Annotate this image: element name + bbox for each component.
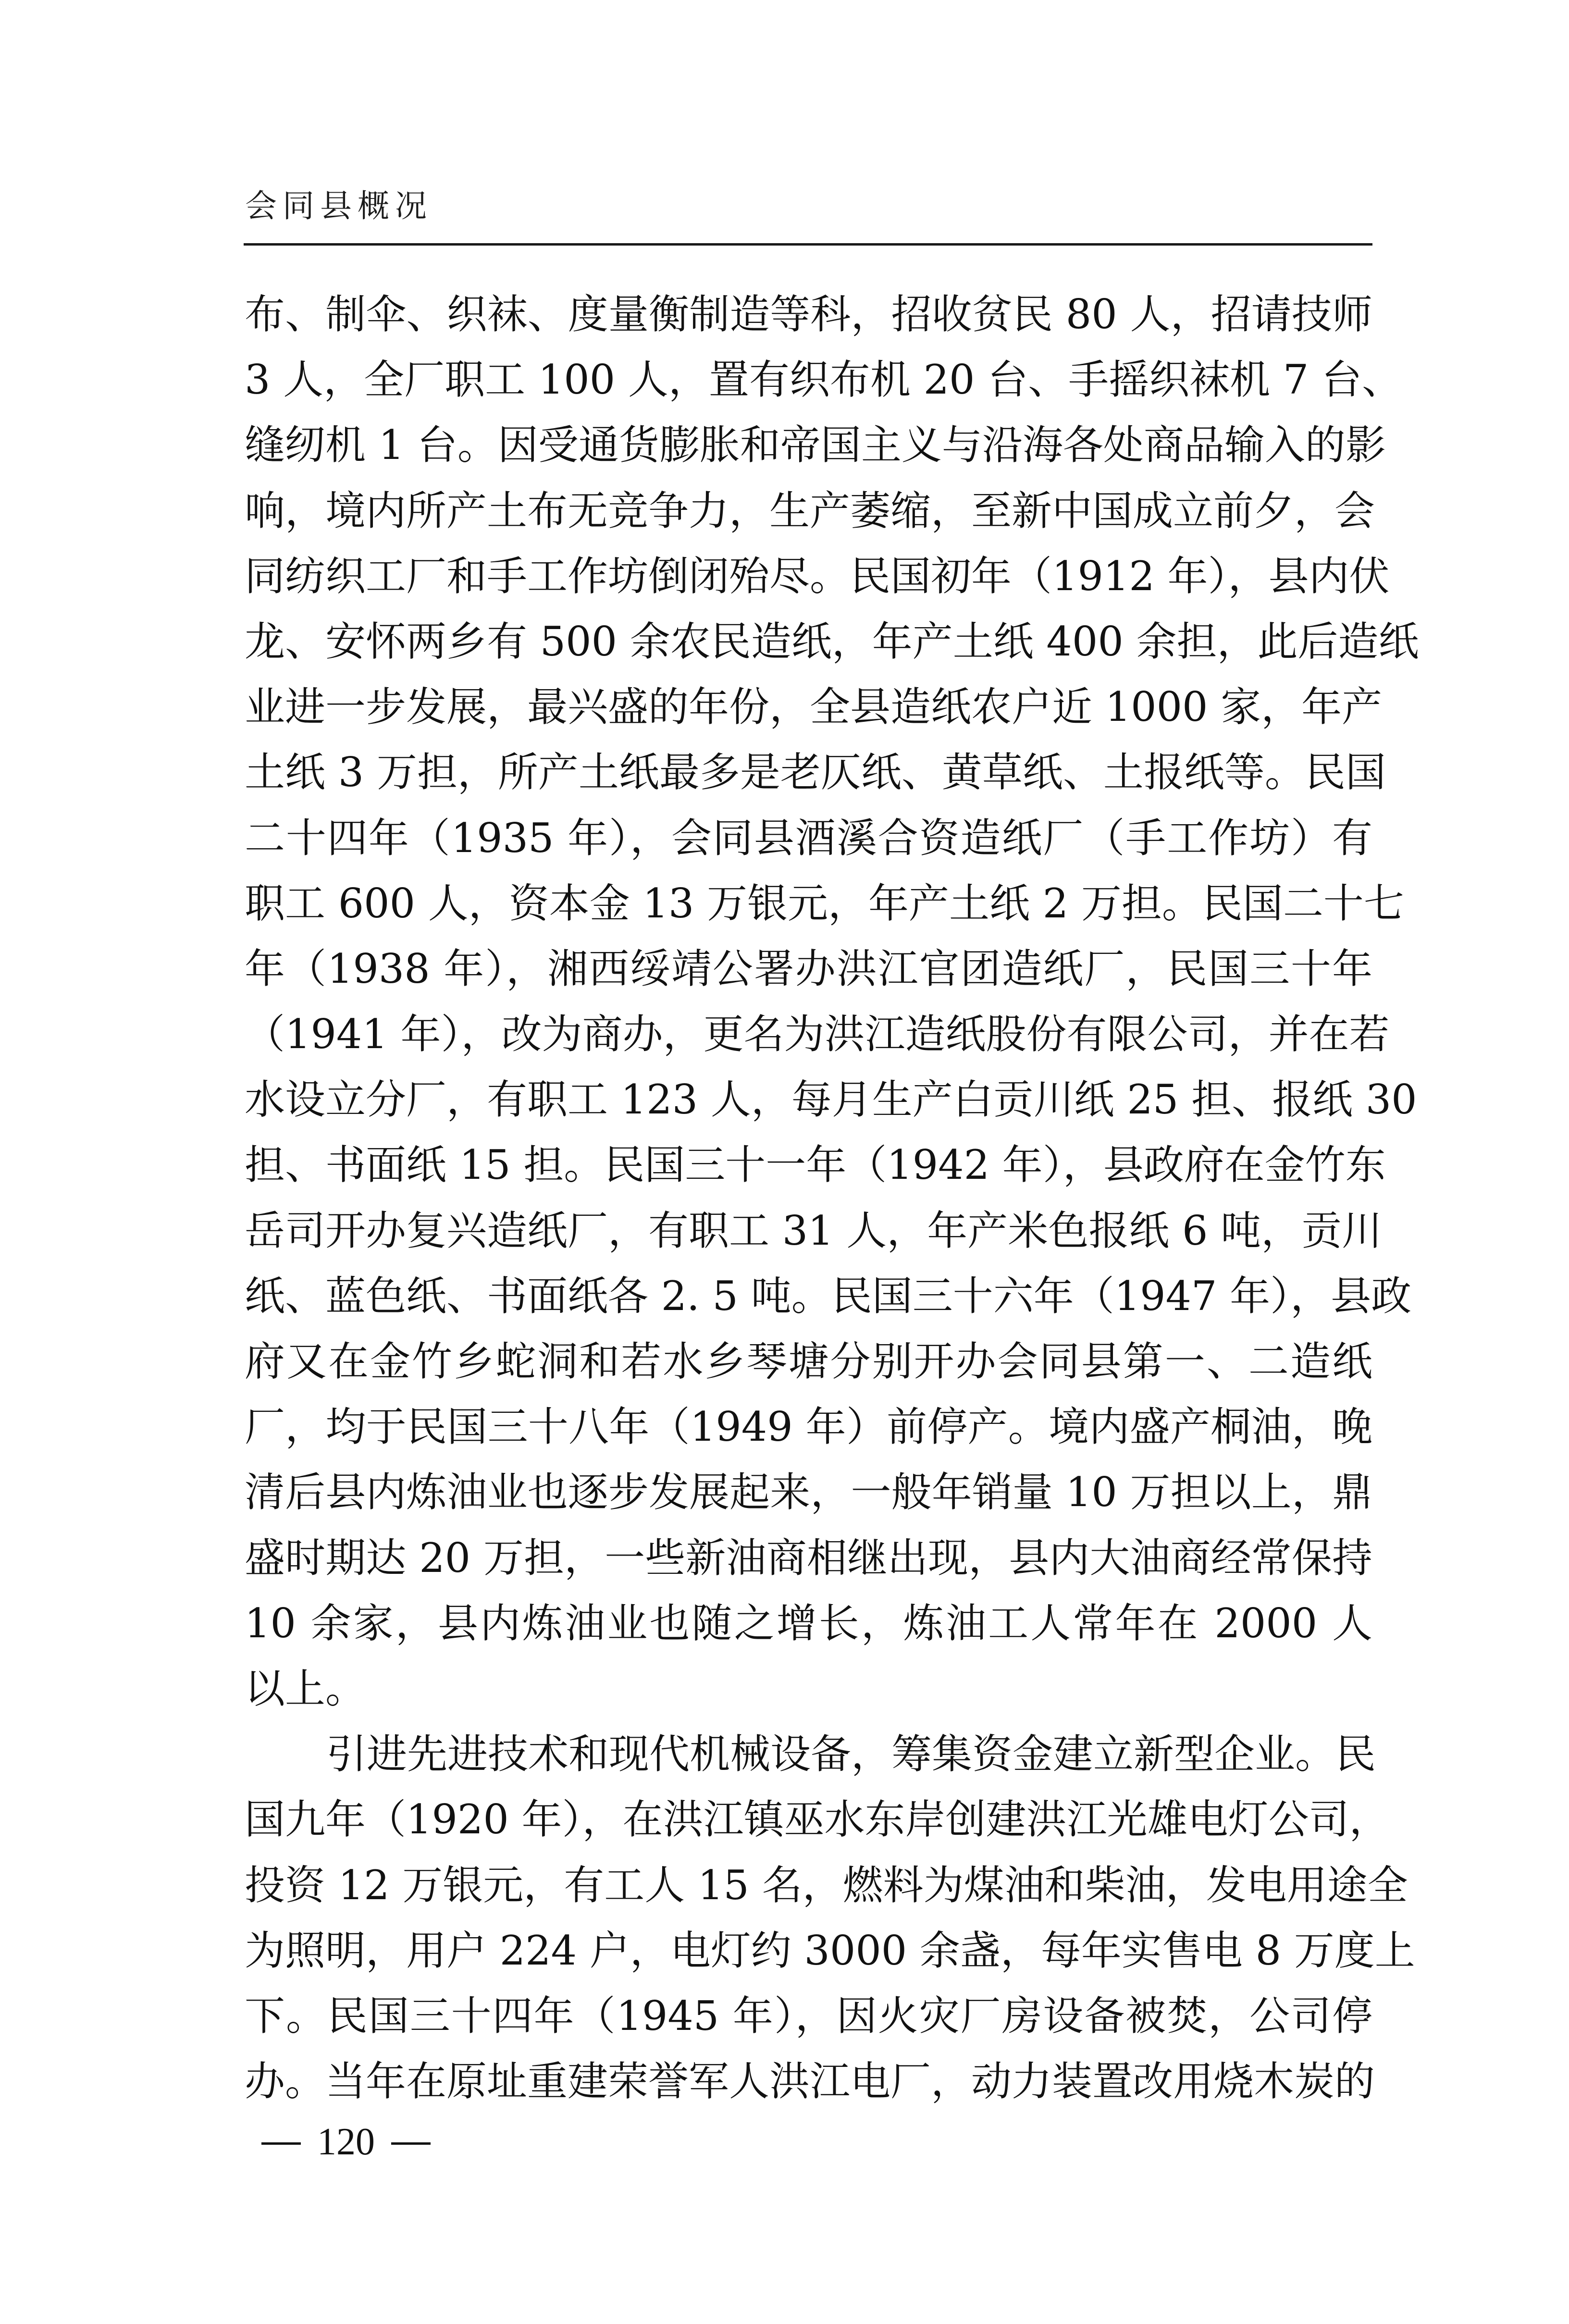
text-line: 以上。 [245, 1665, 366, 1712]
text-line: 纸、蓝色纸、书面纸各 2. 5 吨。民国三十六年（1947 年），县政 [245, 1272, 1412, 1320]
text-line: 10 余家，县内炼油业也随之增长，炼油工人常年在 2000 人 [245, 1599, 1372, 1647]
text-line: 缝纫机 1 台。因受通货膨胀和帝国主义与沿海各处商品输入的影 [245, 421, 1386, 469]
text-line: 国九年（1920 年），在洪江镇巫水东岸创建洪江光雄电灯公司， [245, 1796, 1390, 1843]
text-line: 引进先进技术和现代机械设备，筹集资金建立新型企业。民 [326, 1731, 1376, 1778]
text-line: 办。当年在原址重建荣誉军人洪江电厂，动力装置改用烧木炭的 [245, 2058, 1375, 2105]
text-line: 盛时期达 20 万担，一些新油商相继出现，县内大油商经常保持 [245, 1534, 1372, 1582]
text-line: 担、书面纸 15 担。民国三十一年（1942 年），县政府在金竹东 [245, 1141, 1386, 1189]
text-line: 年（1938 年），湘西绥靖公署办洪江官团造纸厂，民国三十年 [245, 945, 1372, 992]
page-number [259, 2115, 447, 2168]
text-line: 职工 600 人，资本金 13 万银元，年产土纸 2 万担。民国二十七 [245, 879, 1404, 927]
body-text [245, 282, 1419, 2114]
em-dash-right [391, 2142, 431, 2145]
text-line: 厂，均于民国三十八年（1949 年）前停产。境内盛产桐油，晚 [245, 1403, 1372, 1451]
text-line: 为照明，用户 224 户，电灯约 3000 余盏，每年实售电 8 万度上 [245, 1927, 1415, 1974]
text-line: 业进一步发展，最兴盛的年份，全县造纸农户近 1000 家，年产 [245, 683, 1383, 731]
text-line: 下。民国三十四年（1945 年），因火灾厂房设备被焚，公司停 [245, 1992, 1372, 2040]
text-line: 投资 12 万银元，有工人 15 名，燃料为煤油和柴油，发电用途全 [245, 1861, 1408, 1909]
text-line: 府又在金竹乡蛇洞和若水乡琴塘分别开办会同县第一、二造纸 [245, 1338, 1372, 1385]
text-line: 龙、安怀两乡有 500 余农民造纸，年产土纸 400 余担，此后造纸 [245, 618, 1419, 665]
text-line: 清后县内炼油业也逐步发展起来，一般年销量 10 万担以上，鼎 [245, 1469, 1372, 1516]
paragraph [245, 282, 1419, 1721]
text-line: 岳司开办复兴造纸厂，有职工 31 人，年产米色报纸 6 吨，贡川 [245, 1207, 1383, 1254]
text-line: 水设立分厂，有职工 123 人，每月生产白贡川纸 25 担、报纸 30 [245, 1076, 1417, 1124]
paragraph [245, 1721, 1415, 2114]
text-line: 二十四年（1935 年），会同县酒溪合资造纸厂（手工作坊）有 [245, 814, 1372, 862]
page-number-value: 120 [317, 2121, 375, 2163]
text-line: 3 人，全厂职工 100 人，置有织布机 20 台、手摇织袜机 7 台、 [245, 356, 1403, 404]
header-rule-divider [244, 243, 1372, 246]
text-line: （1941 年），改为商办，更名为洪江造纸股份有限公司，并在若 [245, 1011, 1390, 1058]
running-header-title: 会同县概况 [245, 187, 432, 224]
text-line: 土纸 3 万担，所产土纸最多是老仄纸、黄草纸、土报纸等。民国 [245, 749, 1386, 796]
em-dash-left [261, 2142, 301, 2145]
text-line: 布、制伞、织袜、度量衡制造等科，招收贫民 80 人，招请技师 [245, 291, 1372, 338]
text-line: 同纺织工厂和手工作坊倒闭殆尽。民国初年（1912 年），县内伏 [245, 552, 1390, 600]
text-line: 响，境内所产土布无竞争力，生产萎缩，至新中国成立前夕，会 [245, 487, 1375, 534]
